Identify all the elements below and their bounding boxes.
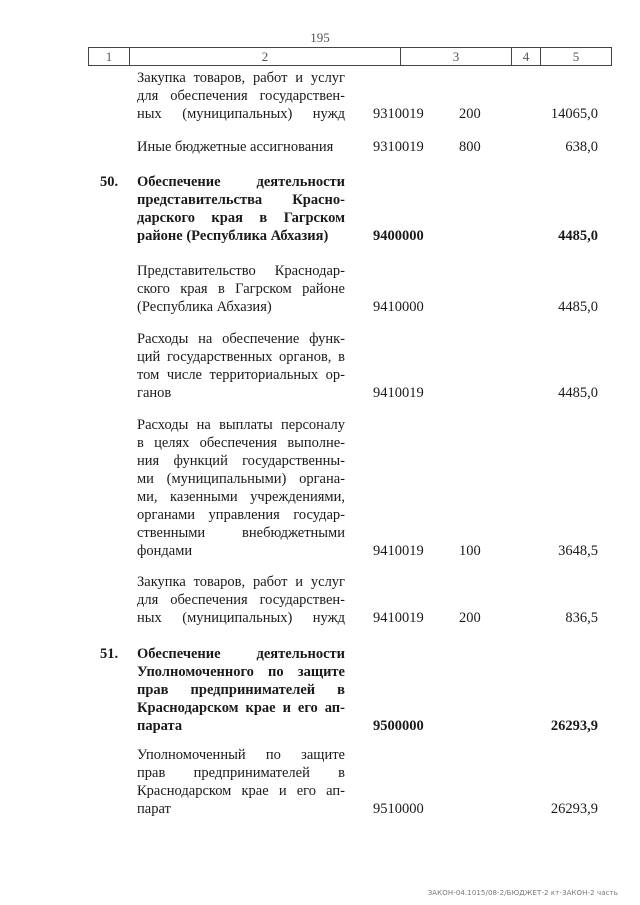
column-header-1: 1 [105,49,113,64]
description-line: для обеспечения государствен- [137,592,345,608]
description-line: Расходы на обеспечение функ- [137,331,345,347]
description-line: районе (Республика Абхазия) [137,228,329,244]
description-line: для обеспечения государствен- [137,88,345,104]
amount: 26293,9 [550,718,598,734]
footer-code: ЗАКОН-04.1015/08-2/БЮДЖЕТ-2 кт-ЗАКОН-2 часть [427,889,618,897]
description-line: парат [137,801,171,817]
description-line: том числе территориальных ор- [137,367,345,383]
column-header-5: 5 [572,49,580,64]
amount: 4485,0 [558,299,598,315]
section-number: 51. [100,646,119,662]
expense-type: 100 [459,543,481,559]
description-line: Уполномоченный по защите [137,747,345,763]
amount: 26293,9 [550,801,598,817]
description-line: Закупка товаров, работ и услуг [137,70,345,86]
row-description [137,746,345,818]
row-description [137,645,345,735]
target-code: 9310019 [373,106,424,122]
page-number: 195 [310,30,330,45]
target-code: 9500000 [373,718,424,734]
section-number: 50. [100,174,119,190]
amount: 836,5 [565,610,598,626]
amount: 14065,0 [550,106,598,122]
description-line: Закупка товаров, работ и услуг [137,574,345,590]
description-line: прав предпринимателей в [137,765,345,781]
description-line: ния функций государственны- [137,453,345,469]
description-line: ных (муниципальных) нужд [137,610,345,626]
description-line: Краснодарском крае и его ап- [137,783,345,799]
column-header-row [88,47,612,66]
description-line: ных (муниципальных) нужд [137,106,345,122]
row-description [137,69,345,123]
target-code: 9510000 [373,801,424,817]
description-line: Краснодарском крае и его ап- [137,700,345,716]
row-description [137,173,345,245]
description-line: Уполномоченного по защите [137,664,345,680]
column-header-3: 3 [452,49,460,64]
description-line: ского края в Гагрском районе [137,281,345,297]
description-line: парата [137,718,183,734]
description-line: ственными внебюджетными [137,525,345,541]
description-line: ми, казенными учреждениями, [137,489,345,505]
amount: 4485,0 [558,228,598,244]
description-line: Представительство Краснодар- [137,263,345,279]
description-line: Иные бюджетные ассигнования [137,139,334,155]
description-line: фондами [137,543,193,559]
target-code: 9410019 [373,543,424,559]
target-code: 9310019 [373,139,424,155]
row-description [137,330,345,402]
description-line: прав предпринимателей в [137,682,345,698]
amount: 3648,5 [558,543,598,559]
amount: 4485,0 [558,385,598,401]
description-line: органами управления государ- [137,507,345,523]
description-line: представительства Красно- [137,192,345,208]
description-line: в целях обеспечения выполне- [137,435,345,451]
description-line: ций государственных органов, в [137,349,345,365]
target-code: 9400000 [373,228,424,244]
target-code: 9410019 [373,610,424,626]
description-line: ганов [137,385,172,401]
amount: 638,0 [565,139,598,155]
target-code: 9410019 [373,385,424,401]
expense-type: 800 [459,139,481,155]
description-line: дарского края в Гагрском [137,210,345,226]
column-header-4: 4 [522,49,530,64]
expense-type: 200 [459,610,481,626]
description-line: ми (муниципальными) органа- [137,471,345,487]
row-description [137,262,345,316]
description-line: Обеспечение деятельности [137,174,345,190]
description-line: (Республика Абхазия) [137,299,272,315]
description-line: Обеспечение деятельности [137,646,345,662]
row-description [137,573,345,627]
expense-type: 200 [459,106,481,122]
target-code: 9410000 [373,299,424,315]
row-description [137,416,345,560]
row-description [137,138,345,156]
description-line: Расходы на выплаты персоналу [137,417,345,433]
column-header-2: 2 [261,49,269,64]
